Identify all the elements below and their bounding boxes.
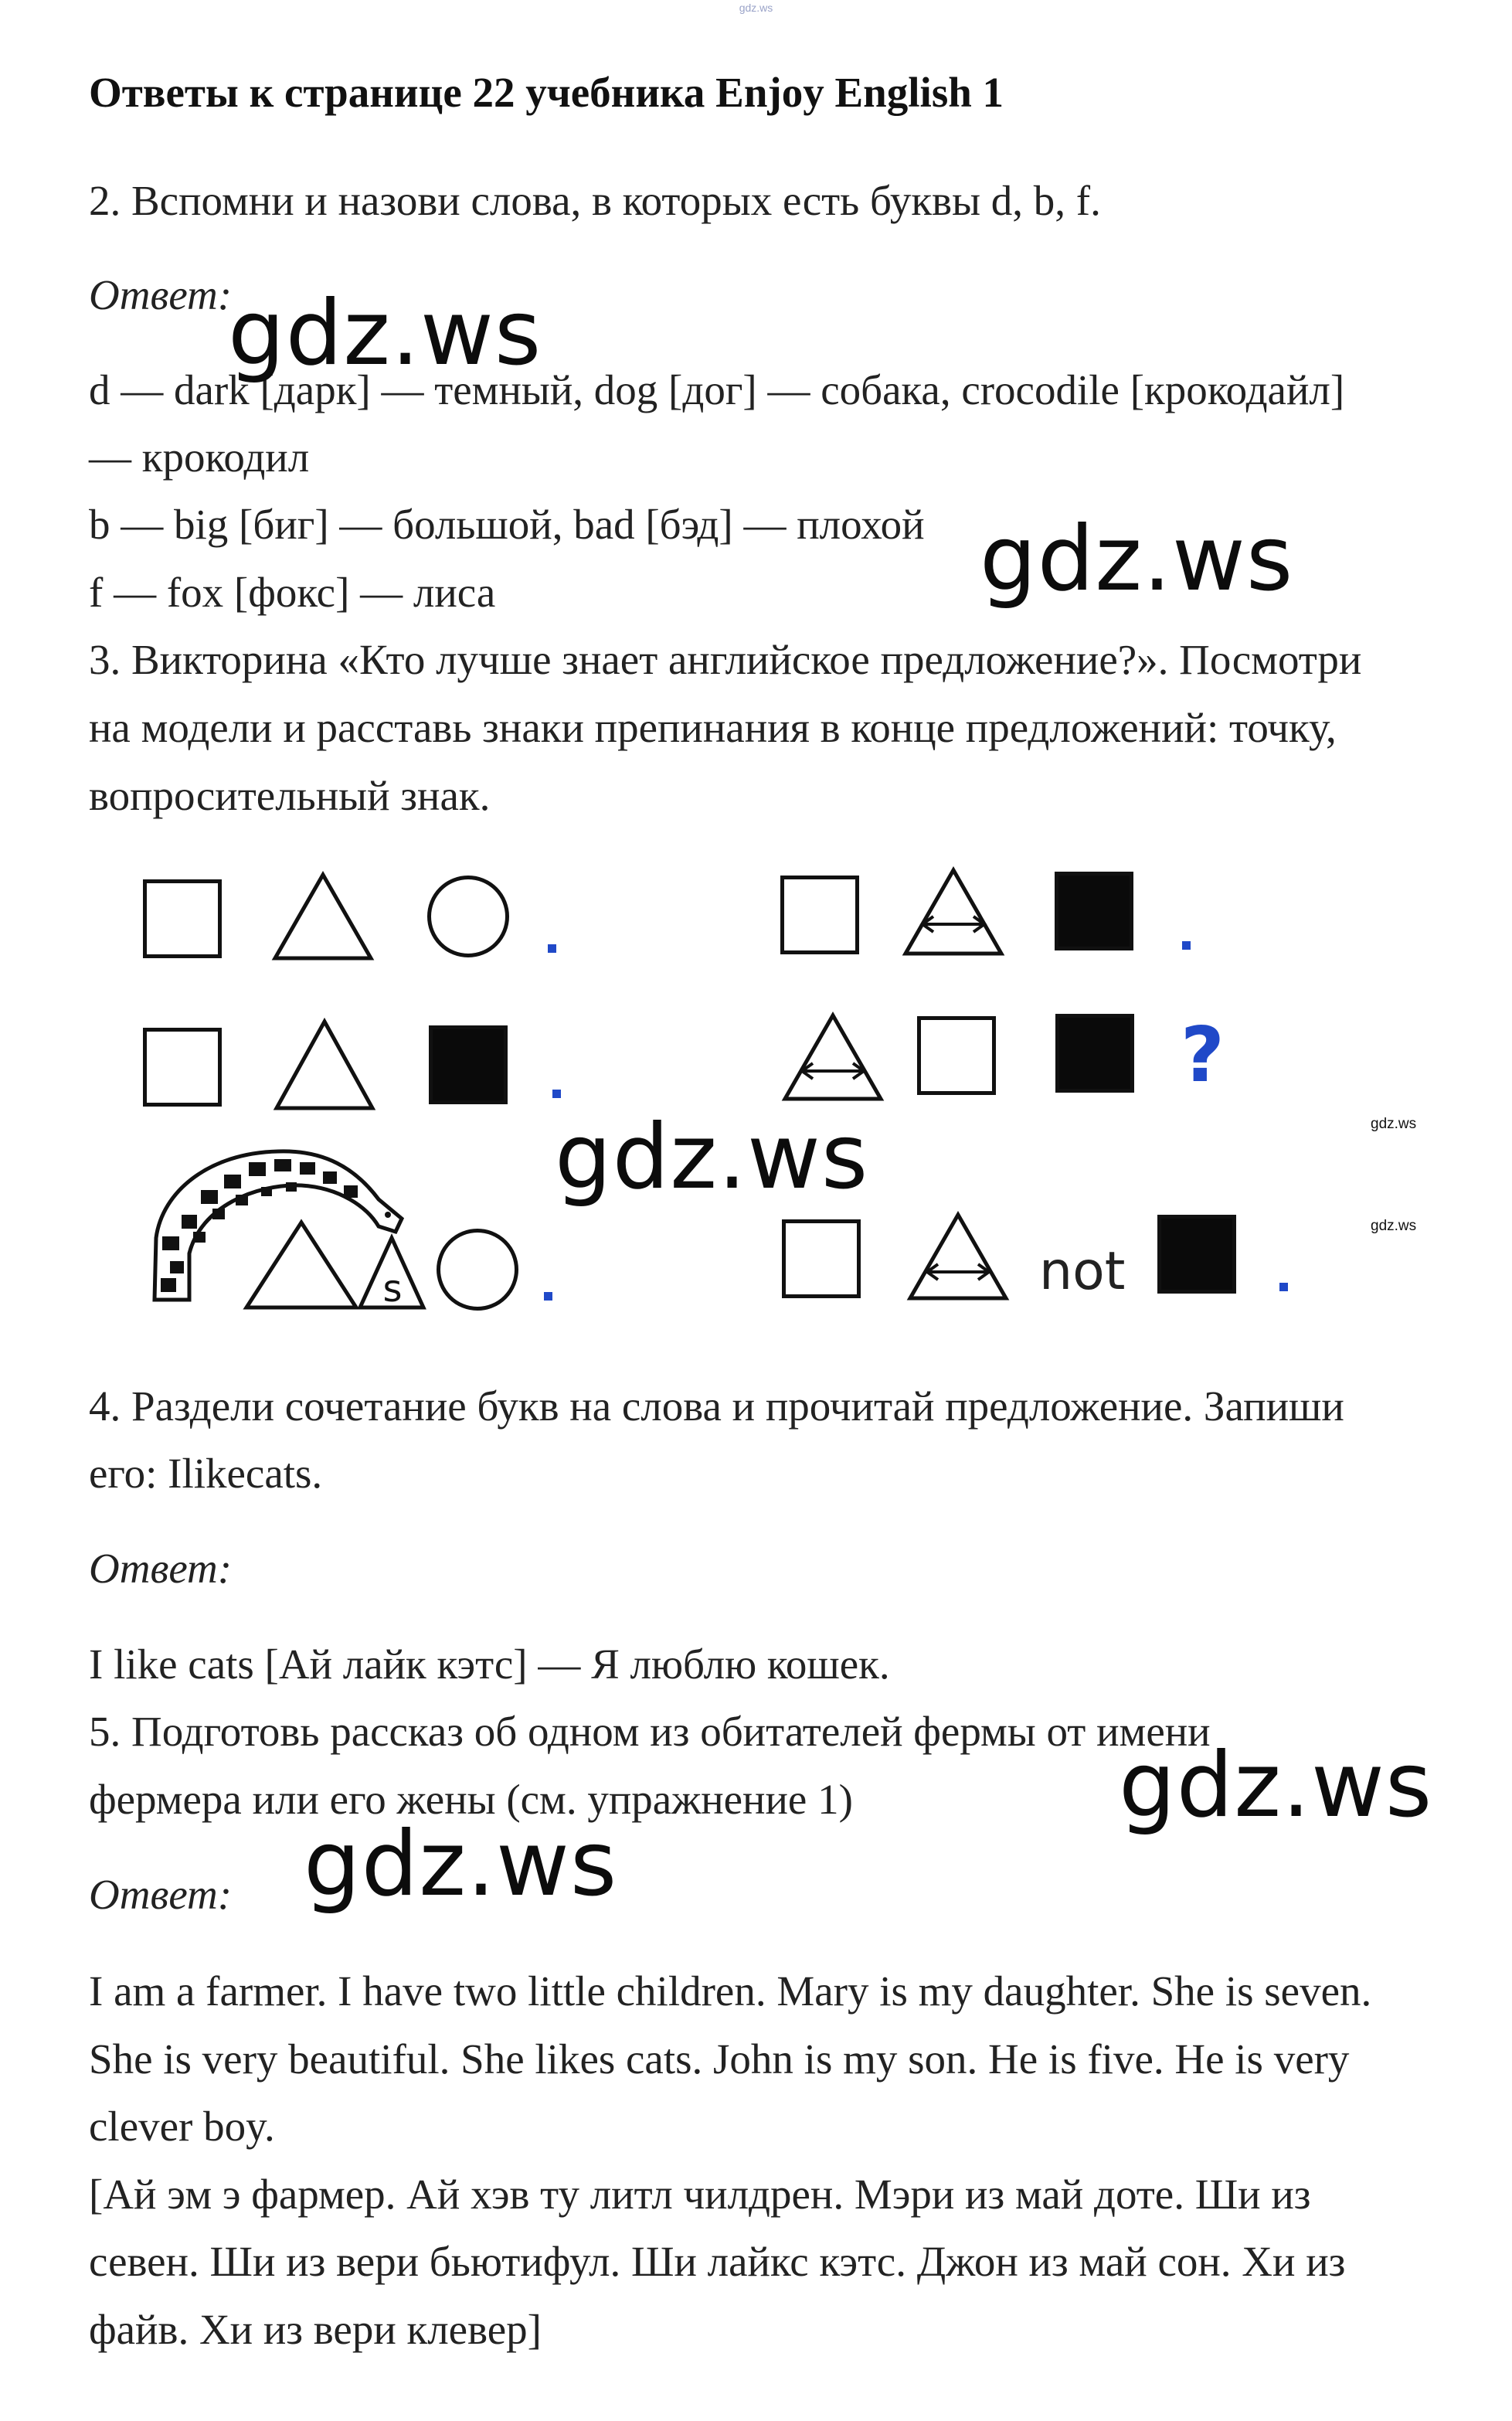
task5-line: 5. Подготовь рассказ об одном из обитателей фермы от имени xyxy=(89,1708,1211,1755)
s-triangle-model xyxy=(357,1235,426,1311)
period-mark xyxy=(544,1292,552,1301)
triangle-model xyxy=(243,1219,359,1311)
task4-answer-label: Ответ: xyxy=(89,1545,233,1592)
triangle-arrow-model xyxy=(782,1012,884,1102)
period-mark xyxy=(1182,941,1191,950)
small-watermark: gdz.ws xyxy=(1371,1218,1417,1234)
triangle-arrow-model xyxy=(902,867,1004,957)
s-letter: s xyxy=(382,1267,403,1311)
task2-line: d — dark [дарк] — темный, dog [дог] — собака, crocodile [крокодайл] xyxy=(89,366,1345,413)
period-mark xyxy=(1279,1283,1288,1291)
task5-answer-line: I am a farmer. I have two little children. Mary is my daughter. She is seven. xyxy=(89,1967,1372,2015)
task3-line: на модели и расставь знаки препинания в конце предложений: точку, xyxy=(89,704,1337,751)
triangle-arrow-model xyxy=(907,1212,1009,1301)
watermark: gdz.ws xyxy=(980,507,1294,611)
filled-square-model xyxy=(1157,1215,1236,1294)
circle-model xyxy=(427,876,509,957)
task2-line: b — big [биг] — большой, bad [бэд] — плохой xyxy=(89,501,925,548)
task5-answer-line: clever boy. xyxy=(89,2103,275,2150)
square-model xyxy=(917,1016,996,1095)
watermark: gdz.ws xyxy=(555,1105,869,1209)
square-model xyxy=(143,879,222,958)
task2-line: — крокодил xyxy=(89,434,310,481)
task4-answer: I like cats [Ай лайк кэтс] — Я люблю кошек. xyxy=(89,1641,890,1688)
task4-line: его: Ilikecats. xyxy=(89,1450,323,1497)
task4-line: 4. Раздели сочетание букв на слова и прочитай предложение. Запиши xyxy=(89,1382,1344,1430)
task2-question: 2. Вспомни и назови слова, в которых есть буквы d, b, f. xyxy=(89,177,1101,224)
task5-answer-line: [Ай эм э фармер. Ай хэв ту литл чилдрен. Мэри из май доте. Ши из xyxy=(89,2171,1311,2218)
square-model xyxy=(782,1219,861,1298)
filled-square-model xyxy=(429,1025,508,1104)
triangle-model xyxy=(274,1018,375,1111)
task5-answer-line: севен. Ши из вери бьютифул. Ши лайкс кэтс. Джон из май сон. Хи из xyxy=(89,2238,1346,2285)
circle-model xyxy=(437,1229,518,1311)
filled-square-model xyxy=(1055,1014,1134,1093)
task2-answer-label: Ответ: xyxy=(89,271,233,318)
task5-answer-line: файв. Хи из вери клевер] xyxy=(89,2306,542,2353)
task3-line: 3. Викторина «Кто лучше знает английское предложение?». Посмотри xyxy=(89,636,1362,683)
task2-line: f — fox [фокс] — лиса xyxy=(89,569,496,616)
question-mark: ? xyxy=(1181,1012,1225,1100)
task5-line: фермера или его жены (см. упражнение 1) xyxy=(89,1776,853,1823)
page-title: Ответы к странице 22 учебника Enjoy English 1 xyxy=(89,69,1004,116)
watermark: gdz.ws xyxy=(1119,1733,1433,1838)
watermark: gdz.ws xyxy=(304,1812,618,1916)
small-watermark: gdz.ws xyxy=(1371,1116,1417,1132)
task5-answer-line: She is very beautiful. She likes cats. John is my son. He is five. He is very xyxy=(89,2035,1350,2083)
period-mark xyxy=(548,944,556,953)
task5-answer-label: Ответ: xyxy=(89,1871,233,1918)
filled-square-model xyxy=(1055,872,1133,950)
task3-line: вопросительный знак. xyxy=(89,772,491,819)
not-word: not xyxy=(1039,1241,1126,1302)
square-model xyxy=(143,1028,222,1107)
square-model xyxy=(780,876,859,954)
watermark: gdz.ws xyxy=(228,281,542,386)
period-mark xyxy=(552,1090,561,1098)
triangle-model xyxy=(272,872,374,961)
header-watermark: gdz.ws xyxy=(739,2,773,14)
